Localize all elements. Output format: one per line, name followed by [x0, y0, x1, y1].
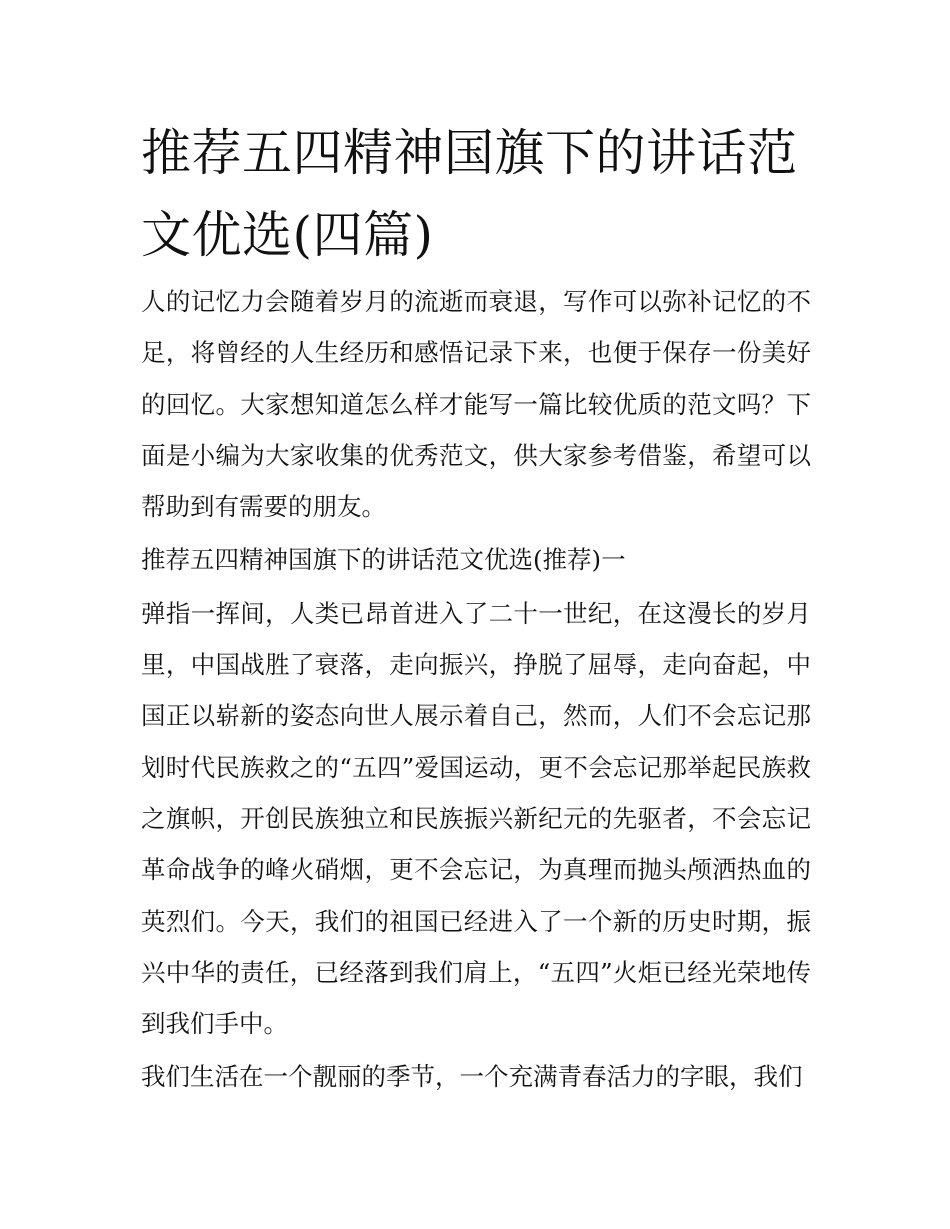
body-paragraph: 我们生活在一个靓丽的季节，一个充满青春活力的字眼，我们: [141, 1062, 803, 1092]
body-paragraph: 弹指一挥间，人类已昂首进入了二十一世纪，在这漫长的岁月里，中国战胜了衰落，走向振兴，挣脱了屈辱，走向奋起，中国正以崭新的姿态向世人展示着自己，然而，人们不会忘记那划时代民族救之的“五四”爱国运动，更不会忘记那举起民族救之旗帜，开创民族独立和民族振兴新纪元的先驱者，不会忘记革命战争的峰火硝烟，更不会忘记，为真理而抛头颅洒热血的英烈们。今天，我们的祖国已经进入了一个新的历史时期，振兴中华的责任，已经落到我们肩上，“五四”火炬已经光荣地传到我们手中。: [141, 598, 811, 1039]
document-body: [141, 276, 811, 1103]
intro-paragraph: 人的记忆力会随着岁月的流逝而衰退，写作可以弥补记忆的不足，将曾经的人生经历和感悟记录下来，也便于保存一份美好的回忆。大家想知道怎么样才能写一篇比较优质的范文吗？下面是小编为大家收集的优秀范文，供大家参考借鉴，希望可以帮助到有需要的朋友。: [141, 287, 811, 522]
document-title: 推荐五四精神国旗下的讲话范文优选(四篇): [141, 124, 798, 264]
section-heading: 推荐五四精神国旗下的讲话范文优选(推荐)一: [141, 545, 626, 575]
